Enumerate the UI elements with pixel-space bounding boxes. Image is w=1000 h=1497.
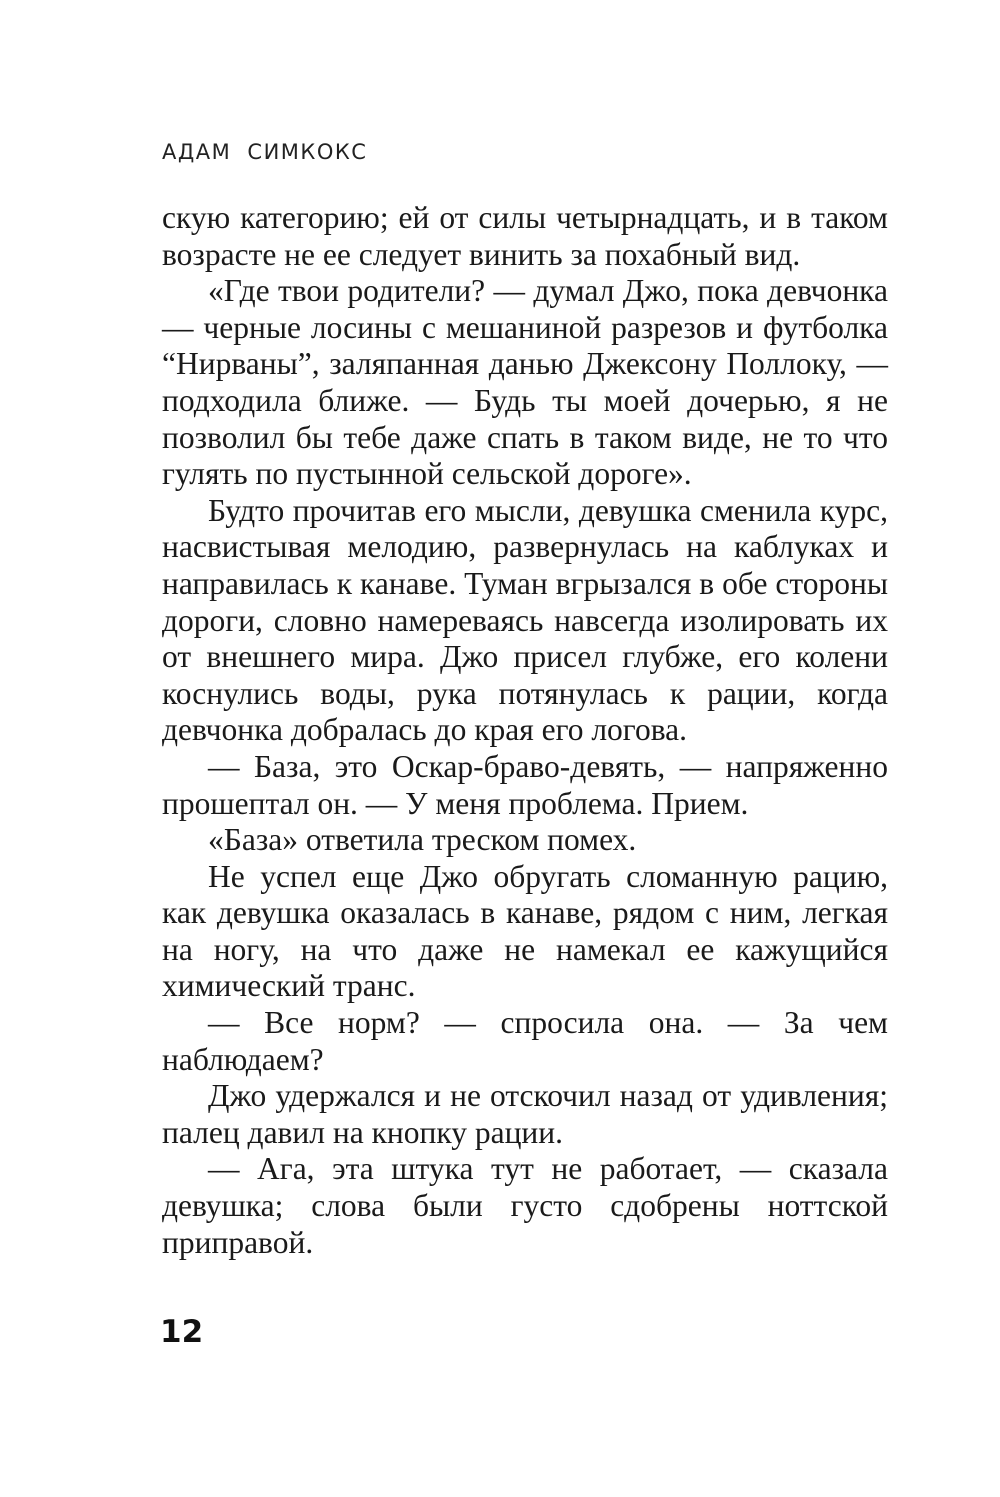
- paragraph-8: Джо удержался и не отскочил назад от удивления; палец давил на кнопку рации.: [162, 1078, 888, 1150]
- paragraph-5: «База» ответила треском помех.: [208, 822, 637, 858]
- paragraph-4: — База, это Оскар-браво-девять, — напряженно прошептал он. — У меня проблема. Прием.: [162, 748, 888, 821]
- paragraph-6: Не успел еще Джо обругать сломанную рацию, как девушка оказалась в канаве, рядом с ним, легкая на ногу, на что даже не намекал ее кажущийся химический транс.: [162, 858, 888, 1004]
- page-number: 12: [160, 1314, 204, 1350]
- paragraph-2: «Где твои родители? — думал Джо, пока девчонка — черные лосины с мешаниной разрезов и футболка “Нирваны”, заляпанная данью Джексону Поллоку, — подходила ближе. — Будь ты моей дочерью, я не позволил бы тебе даже спать в таком виде, не то что гулять по пустынной сельской дороге».: [162, 273, 888, 492]
- paragraph-9: — Ага, эта штука тут не работает, — сказала девушка; слова были густо сдобрены ноттской приправой.: [162, 1151, 888, 1260]
- running-head: АДАМ СИМКОКС: [162, 140, 368, 164]
- paragraph-1: скую категорию; ей от силы четырнадцать, и в таком возрасте не ее следует винить за похабный вид.: [162, 200, 888, 272]
- body-text: [162, 200, 888, 1261]
- paragraph-7: — Все норм? — спросила она. — За чем наблюдаем?: [162, 1005, 888, 1077]
- paragraph-3: Будто прочитав его мысли, девушка сменила курс, насвистывая мелодию, развернулась на каблуках и направилась к канаве. Туман вгрызался в обе стороны дороги, словно намереваясь навсегда изолировать их от внешнего мира. Джо присел глубже, его колени коснулись воды, рука потянулась к рации, когда девчонка добралась до края его логова.: [162, 492, 888, 748]
